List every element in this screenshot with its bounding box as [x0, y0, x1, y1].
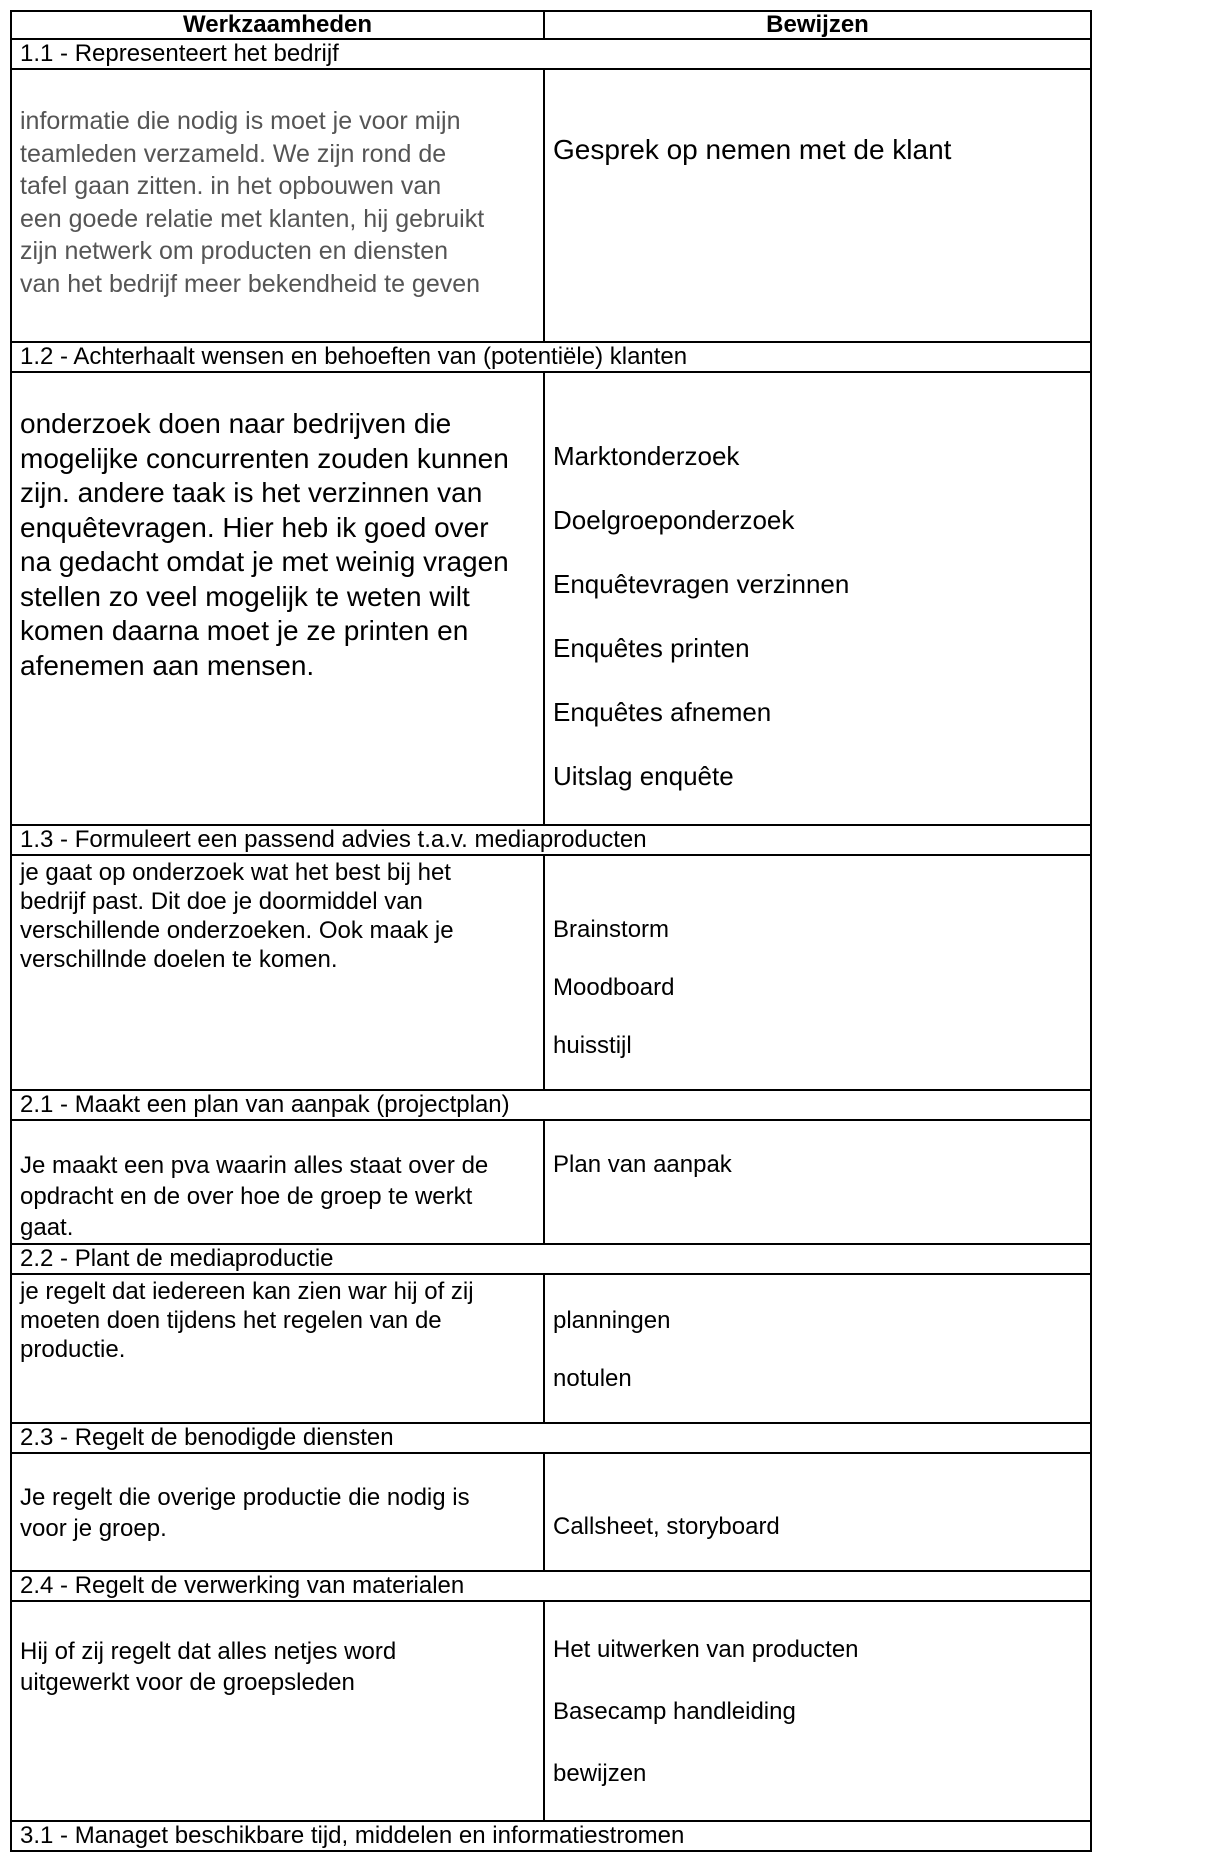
evidence-cell: [544, 1453, 1091, 1571]
description-cell: onderzoek doen naar bedrijven die mogelijke concurrenten zouden kunnen zijn. andere taak is het verzinnen van enquêtevragen. Hier heb ik goed over na gedacht omdat je met weinig vragen stellen zo veel mogelijk te weten wilt komen daarna moet je ze printen en afenemen aan mensen.: [11, 372, 544, 825]
evidence-item: planningen: [553, 1307, 671, 1334]
evidence-item: Callsheet, storyboard: [553, 1513, 780, 1540]
section-title: 2.1 - Maakt een plan van aanpak (projectplan): [11, 1090, 1091, 1120]
section-row: [11, 1244, 1091, 1274]
evidence-cell: [544, 1601, 1091, 1821]
work-evidence-table: [10, 10, 1092, 1852]
evidence-item: Enquêtevragen verzinnen: [553, 569, 850, 599]
description-cell: je regelt dat iedereen kan zien war hij of zij moeten doen tijdens het regelen van de productie.: [11, 1274, 544, 1423]
section-title: 2.2 - Plant de mediaproductie: [11, 1244, 1091, 1274]
section-row: [11, 1423, 1091, 1453]
evidence-item: Brainstorm: [553, 916, 670, 943]
table-row: [11, 1274, 1091, 1423]
header-werkzaamheden: Werkzaamheden: [11, 11, 544, 39]
section-row: [11, 1821, 1091, 1851]
evidence-item: notulen: [553, 1365, 632, 1392]
table-row: [11, 1120, 1091, 1244]
table-row: [11, 69, 1091, 342]
evidence-item: Moodboard: [553, 974, 675, 1001]
description-cell: Hij of zij regelt dat alles netjes word uitgewerkt voor de groepsleden: [11, 1601, 544, 1821]
table-header-row: [11, 11, 1091, 39]
table-row: [11, 1601, 1091, 1821]
evidence-item: bewijzen: [553, 1760, 647, 1787]
table-row: [11, 372, 1091, 825]
section-title: 3.1 - Managet beschikbare tijd, middelen en informatiestromen: [11, 1821, 1091, 1851]
description-cell: je gaat op onderzoek wat het best bij het bedrijf past. Dit doe je doormiddel van verschillende onderzoeken. Ook maak je verschillnde doelen te komen.: [11, 855, 544, 1090]
section-title: 1.2 - Achterhaalt wensen en behoeften van (potentiële) klanten: [11, 342, 1091, 372]
evidence-item: Gesprek op nemen met de klant: [553, 134, 952, 165]
evidence-item: huisstijl: [553, 1032, 632, 1059]
evidence-cell: [544, 1120, 1091, 1244]
evidence-item: Uitslag enquête: [553, 761, 734, 791]
description-cell: Je regelt die overige productie die nodig is voor je groep.: [11, 1453, 544, 1571]
header-bewijzen: Bewijzen: [544, 11, 1091, 39]
evidence-item: Enquêtes afnemen: [553, 697, 772, 727]
evidence-cell: [544, 372, 1091, 825]
evidence-item: Enquêtes printen: [553, 633, 750, 663]
evidence-item: Doelgroeponderzoek: [553, 505, 795, 535]
section-row: [11, 1090, 1091, 1120]
table-row: [11, 1453, 1091, 1571]
section-title: 2.4 - Regelt de verwerking van materialen: [11, 1571, 1091, 1601]
section-row: [11, 39, 1091, 69]
description-cell: informatie die nodig is moet je voor mijn teamleden verzameld. We zijn rond de tafel gaan zitten. in het opbouwen van een goede relatie met klanten, hij gebruikt zijn netwerk om producten en diensten van het bedrijf meer bekendheid te geven: [11, 69, 544, 342]
description-cell: Je maakt een pva waarin alles staat over de opdracht en de over hoe de groep te werkt gaat.: [11, 1120, 544, 1244]
evidence-cell: [544, 69, 1091, 342]
table-row: [11, 855, 1091, 1090]
section-title: 1.3 - Formuleert een passend advies t.a.v. mediaproducten: [11, 825, 1091, 855]
evidence-item: Het uitwerken van producten: [553, 1636, 859, 1663]
evidence-item: Marktonderzoek: [553, 441, 740, 471]
section-title: 2.3 - Regelt de benodigde diensten: [11, 1423, 1091, 1453]
evidence-item: Basecamp handleiding: [553, 1698, 796, 1725]
section-row: [11, 1571, 1091, 1601]
section-row: [11, 342, 1091, 372]
section-title: 1.1 - Representeert het bedrijf: [11, 39, 1091, 69]
evidence-cell: [544, 1274, 1091, 1423]
section-row: [11, 825, 1091, 855]
evidence-item: Plan van aanpak: [553, 1151, 732, 1178]
evidence-cell: [544, 855, 1091, 1090]
